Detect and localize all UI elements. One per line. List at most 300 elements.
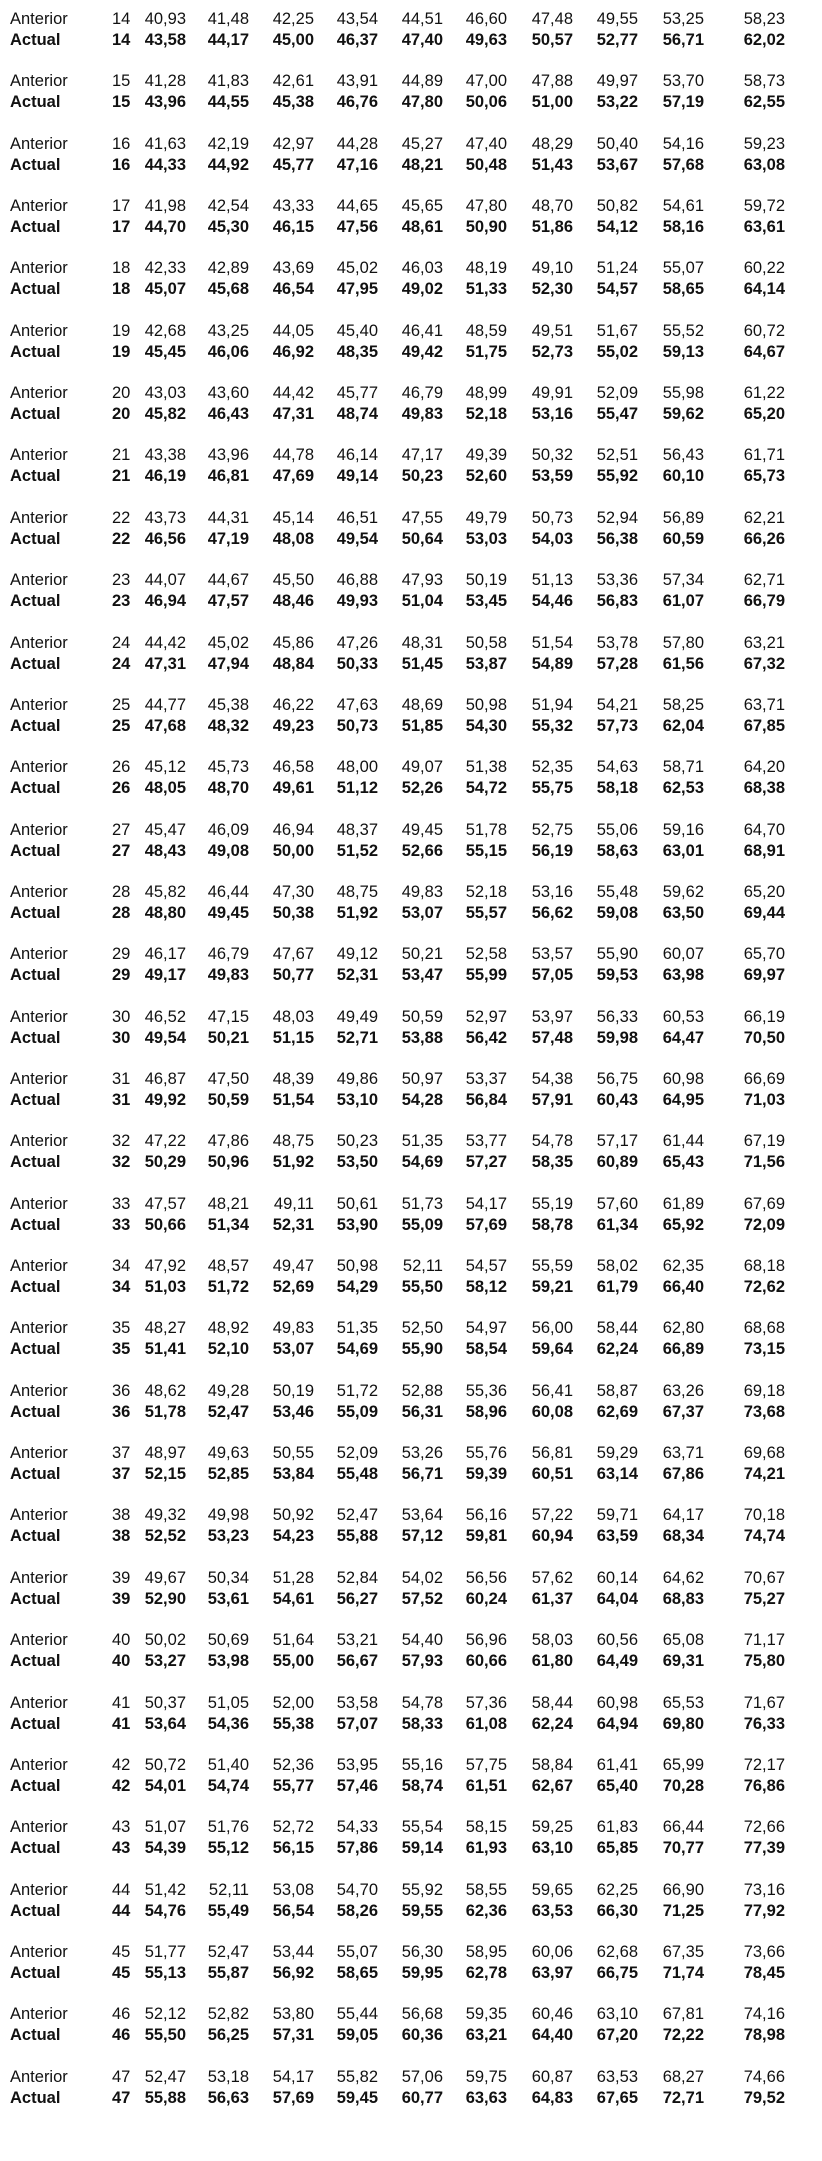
value-cell: 70,18 <box>743 1506 785 1525</box>
row-label: Actual <box>10 280 61 299</box>
value-cell: 57,48 <box>531 1028 573 1047</box>
value-cell: 46,37 <box>336 31 378 49</box>
value-cell: 55,87 <box>207 1963 249 1982</box>
value-cell: 59,08 <box>596 903 638 922</box>
value-cell: 65,40 <box>596 1776 638 1795</box>
value-cell: 45,14 <box>272 508 314 527</box>
value-cell: 50,06 <box>465 93 507 112</box>
row-label: Anterior <box>10 321 68 340</box>
value-cell: 60,22 <box>743 259 785 278</box>
value-cell: 46,52 <box>144 1007 186 1026</box>
row-actual <box>0 1650 822 1672</box>
value-cell: 52,47 <box>336 1506 378 1525</box>
value-cell: 53,58 <box>336 1693 378 1712</box>
value-cell: 63,10 <box>531 1839 573 1858</box>
value-cell: 44,78 <box>272 446 314 465</box>
value-cell: 69,68 <box>743 1444 785 1462</box>
value-cell: 47,80 <box>401 93 443 112</box>
row-number: 39 <box>112 1568 131 1587</box>
value-cell: 53,27 <box>144 1652 186 1671</box>
value-cell: 55,59 <box>531 1257 573 1275</box>
value-cell: 53,98 <box>207 1652 249 1671</box>
row-number: 18 <box>112 259 131 278</box>
row-label: Actual <box>10 31 61 49</box>
value-cell: 49,93 <box>336 592 378 611</box>
row-actual <box>0 1089 822 1111</box>
value-cell: 45,12 <box>144 758 186 777</box>
value-cell: 47,93 <box>401 571 443 590</box>
value-cell: 52,69 <box>272 1278 314 1296</box>
value-cell: 57,05 <box>531 966 573 985</box>
value-cell: 57,31 <box>272 2026 314 2045</box>
row-number: 47 <box>112 2088 131 2107</box>
row-anterior <box>0 2066 822 2088</box>
value-cell: 48,35 <box>336 342 378 361</box>
row-number: 43 <box>112 1818 131 1837</box>
value-cell: 52,82 <box>207 2005 249 2024</box>
row-anterior <box>0 1816 822 1838</box>
value-cell: 46,17 <box>144 945 186 964</box>
value-cell: 58,44 <box>596 1319 638 1338</box>
row-label: Anterior <box>10 72 68 91</box>
value-cell: 47,00 <box>465 72 507 91</box>
value-cell: 64,04 <box>596 1589 638 1608</box>
value-cell: 55,52 <box>662 321 704 340</box>
row-label: Anterior <box>10 1132 68 1151</box>
value-cell: 50,59 <box>207 1091 249 1109</box>
row-actual <box>0 465 822 487</box>
row-number: 21 <box>112 446 131 465</box>
value-cell: 47,40 <box>401 31 443 49</box>
value-cell: 48,21 <box>401 155 443 174</box>
value-cell: 49,83 <box>401 882 443 901</box>
value-cell: 59,55 <box>401 1901 443 1920</box>
row-number: 44 <box>112 1901 131 1920</box>
value-cell: 40,93 <box>144 10 186 28</box>
row-label: Anterior <box>10 2067 68 2086</box>
value-cell: 64,20 <box>743 758 785 777</box>
value-cell: 55,82 <box>336 2067 378 2086</box>
value-cell: 45,30 <box>207 218 249 237</box>
value-cell: 48,31 <box>401 633 443 652</box>
value-cell: 42,89 <box>207 259 249 278</box>
value-cell: 66,26 <box>743 529 785 548</box>
value-cell: 57,62 <box>531 1568 573 1587</box>
value-cell: 56,25 <box>207 2026 249 2045</box>
value-cell: 50,55 <box>272 1444 314 1462</box>
value-cell: 71,74 <box>662 1963 704 1982</box>
value-cell: 54,28 <box>401 1091 443 1109</box>
value-cell: 59,98 <box>596 1028 638 1047</box>
row-anterior <box>0 1879 822 1901</box>
value-cell: 53,78 <box>596 633 638 652</box>
row-label: Actual <box>10 1091 61 1109</box>
value-cell: 44,33 <box>144 155 186 174</box>
value-cell: 59,21 <box>531 1278 573 1296</box>
value-cell: 50,82 <box>596 197 638 216</box>
value-cell: 52,50 <box>401 1319 443 1338</box>
row-anterior <box>0 133 822 155</box>
value-cell: 59,45 <box>336 2088 378 2107</box>
value-cell: 72,62 <box>743 1278 785 1296</box>
value-cell: 55,57 <box>465 903 507 922</box>
value-cell: 75,80 <box>743 1652 785 1671</box>
value-cell: 51,34 <box>207 1215 249 1234</box>
value-cell: 42,97 <box>272 134 314 153</box>
value-cell: 62,71 <box>743 571 785 590</box>
value-cell: 44,65 <box>336 197 378 216</box>
value-cell: 52,88 <box>401 1381 443 1400</box>
value-cell: 58,02 <box>596 1257 638 1275</box>
value-cell: 64,70 <box>743 820 785 839</box>
value-cell: 63,61 <box>743 218 785 237</box>
value-cell: 56,31 <box>401 1402 443 1421</box>
value-cell: 63,10 <box>596 2005 638 2024</box>
value-cell: 72,66 <box>743 1818 785 1837</box>
row-number: 34 <box>112 1278 131 1296</box>
value-cell: 61,80 <box>531 1652 573 1671</box>
value-cell: 51,41 <box>144 1340 186 1359</box>
row-number: 20 <box>112 384 131 403</box>
value-cell: 66,30 <box>596 1901 638 1920</box>
row-label: Actual <box>10 592 61 611</box>
value-cell: 51,52 <box>336 841 378 860</box>
value-cell: 56,92 <box>272 1963 314 1982</box>
value-cell: 41,63 <box>144 134 186 153</box>
row-number: 23 <box>112 592 131 611</box>
row-actual <box>0 1151 822 1173</box>
value-cell: 57,69 <box>465 1215 507 1234</box>
value-cell: 57,19 <box>662 93 704 112</box>
value-cell: 55,19 <box>531 1194 573 1213</box>
value-cell: 55,54 <box>401 1818 443 1837</box>
row-number: 36 <box>112 1402 131 1421</box>
row-anterior <box>0 1442 822 1464</box>
value-cell: 53,50 <box>336 1153 378 1172</box>
row-label: Anterior <box>10 1194 68 1213</box>
value-cell: 60,72 <box>743 321 785 340</box>
row-number: 26 <box>112 779 131 798</box>
value-cell: 57,93 <box>401 1652 443 1671</box>
row-number: 43 <box>112 1839 131 1858</box>
value-cell: 46,09 <box>207 820 249 839</box>
value-cell: 53,80 <box>272 2005 314 2024</box>
value-cell: 54,97 <box>465 1319 507 1338</box>
row-label: Anterior <box>10 1070 68 1088</box>
value-cell: 57,46 <box>336 1776 378 1795</box>
value-cell: 59,35 <box>465 2005 507 2024</box>
value-cell: 57,28 <box>596 654 638 673</box>
row-actual <box>0 2087 822 2109</box>
value-cell: 46,41 <box>401 321 443 340</box>
value-cell: 51,43 <box>531 155 573 174</box>
value-cell: 65,20 <box>743 882 785 901</box>
value-cell: 53,90 <box>336 1215 378 1234</box>
row-number: 42 <box>112 1776 131 1795</box>
row-actual <box>0 1962 822 1984</box>
value-cell: 66,44 <box>662 1818 704 1837</box>
value-cell: 47,26 <box>336 633 378 652</box>
value-cell: 63,14 <box>596 1465 638 1483</box>
value-cell: 62,02 <box>743 31 785 49</box>
row-actual <box>0 341 822 363</box>
row-actual <box>0 653 822 675</box>
row-label: Anterior <box>10 508 68 527</box>
value-cell: 60,51 <box>531 1465 573 1483</box>
value-cell: 58,73 <box>743 72 785 91</box>
value-cell: 48,32 <box>207 716 249 735</box>
value-cell: 46,88 <box>336 571 378 590</box>
row-number: 38 <box>112 1527 131 1546</box>
value-cell: 59,53 <box>596 966 638 985</box>
value-cell: 47,95 <box>336 280 378 299</box>
value-cell: 60,24 <box>465 1589 507 1608</box>
value-cell: 47,67 <box>272 945 314 964</box>
value-cell: 51,86 <box>531 218 573 237</box>
value-cell: 61,56 <box>662 654 704 673</box>
value-cell: 48,59 <box>465 321 507 340</box>
row-label: Anterior <box>10 384 68 403</box>
row-number: 23 <box>112 571 131 590</box>
value-cell: 70,50 <box>743 1028 785 1047</box>
value-cell: 51,40 <box>207 1755 249 1774</box>
value-cell: 56,19 <box>531 841 573 860</box>
value-cell: 54,36 <box>207 1714 249 1733</box>
value-cell: 50,73 <box>531 508 573 527</box>
value-cell: 58,23 <box>743 10 785 28</box>
value-cell: 60,53 <box>662 1007 704 1026</box>
value-cell: 54,78 <box>531 1132 573 1151</box>
value-cell: 50,61 <box>336 1194 378 1213</box>
value-cell: 54,02 <box>401 1568 443 1587</box>
value-cell: 57,06 <box>401 2067 443 2086</box>
value-cell: 53,45 <box>465 592 507 611</box>
value-cell: 50,32 <box>531 446 573 465</box>
value-cell: 49,08 <box>207 841 249 860</box>
value-cell: 52,12 <box>144 2005 186 2024</box>
value-cell: 47,22 <box>144 1132 186 1151</box>
row-label: Actual <box>10 1153 61 1172</box>
value-cell: 62,04 <box>662 716 704 735</box>
value-cell: 56,41 <box>531 1381 573 1400</box>
value-cell: 47,69 <box>272 467 314 486</box>
value-cell: 56,30 <box>401 1942 443 1961</box>
value-cell: 46,44 <box>207 882 249 901</box>
value-cell: 58,54 <box>465 1340 507 1359</box>
value-cell: 52,31 <box>272 1215 314 1234</box>
value-cell: 53,36 <box>596 571 638 590</box>
value-cell: 54,69 <box>336 1340 378 1359</box>
row-label: Actual <box>10 1028 61 1047</box>
value-cell: 51,05 <box>207 1693 249 1712</box>
value-cell: 55,75 <box>531 779 573 798</box>
value-cell: 67,65 <box>596 2088 638 2107</box>
value-cell: 47,86 <box>207 1132 249 1151</box>
value-cell: 65,53 <box>662 1693 704 1712</box>
value-cell: 54,17 <box>465 1194 507 1213</box>
value-cell: 49,83 <box>401 405 443 424</box>
value-cell: 50,57 <box>531 31 573 49</box>
value-cell: 43,03 <box>144 384 186 403</box>
value-cell: 51,15 <box>272 1028 314 1047</box>
value-cell: 57,17 <box>596 1132 638 1151</box>
row-label: Actual <box>10 1776 61 1795</box>
value-cell: 62,55 <box>743 93 785 112</box>
value-cell: 54,40 <box>401 1631 443 1650</box>
row-number: 36 <box>112 1381 131 1400</box>
row-number: 46 <box>112 2005 131 2024</box>
row-actual <box>0 528 822 550</box>
value-cell: 50,64 <box>401 529 443 548</box>
value-cell: 46,56 <box>144 529 186 548</box>
row-actual <box>0 1588 822 1610</box>
value-cell: 52,18 <box>465 405 507 424</box>
value-cell: 66,79 <box>743 592 785 611</box>
value-cell: 57,27 <box>465 1153 507 1172</box>
row-label: Actual <box>10 1402 61 1421</box>
row-label: Actual <box>10 1714 61 1733</box>
value-cell: 47,48 <box>531 10 573 28</box>
row-actual <box>0 590 822 612</box>
value-cell: 41,28 <box>144 72 186 91</box>
value-cell: 62,35 <box>662 1257 704 1275</box>
value-cell: 62,24 <box>531 1714 573 1733</box>
value-cell: 46,81 <box>207 467 249 486</box>
value-cell: 48,05 <box>144 779 186 798</box>
row-number: 17 <box>112 197 131 216</box>
value-cell: 73,68 <box>743 1402 785 1421</box>
value-cell: 57,86 <box>336 1839 378 1858</box>
value-cell: 55,15 <box>465 841 507 860</box>
value-cell: 58,26 <box>336 1901 378 1920</box>
value-cell: 64,83 <box>531 2088 573 2107</box>
value-cell: 46,14 <box>336 446 378 465</box>
value-cell: 70,77 <box>662 1839 704 1858</box>
value-cell: 65,08 <box>662 1631 704 1650</box>
value-cell: 49,92 <box>144 1091 186 1109</box>
value-cell: 43,73 <box>144 508 186 527</box>
value-cell: 48,37 <box>336 820 378 839</box>
row-number: 24 <box>112 654 131 673</box>
value-cell: 51,35 <box>336 1319 378 1338</box>
value-cell: 53,95 <box>336 1755 378 1774</box>
value-cell: 46,76 <box>336 93 378 112</box>
value-cell: 55,06 <box>596 820 638 839</box>
value-cell: 49,63 <box>207 1444 249 1462</box>
value-cell: 55,88 <box>144 2088 186 2107</box>
value-cell: 59,13 <box>662 342 704 361</box>
value-cell: 53,07 <box>401 903 443 922</box>
value-cell: 48,00 <box>336 758 378 777</box>
row-actual <box>0 1713 822 1735</box>
value-cell: 58,15 <box>465 1818 507 1837</box>
value-cell: 52,66 <box>401 841 443 860</box>
value-cell: 45,27 <box>401 134 443 153</box>
value-cell: 59,25 <box>531 1818 573 1837</box>
value-cell: 56,00 <box>531 1319 573 1338</box>
value-cell: 53,70 <box>662 72 704 91</box>
value-cell: 59,39 <box>465 1465 507 1483</box>
value-cell: 52,77 <box>596 31 638 49</box>
value-cell: 52,11 <box>208 1880 249 1899</box>
value-cell: 50,96 <box>207 1153 249 1172</box>
row-label: Anterior <box>10 758 68 777</box>
value-cell: 55,90 <box>596 945 638 964</box>
row-anterior <box>0 632 822 654</box>
value-cell: 54,78 <box>401 1693 443 1712</box>
row-label: Actual <box>10 467 61 486</box>
value-cell: 64,14 <box>743 280 785 299</box>
value-cell: 47,40 <box>465 134 507 153</box>
value-cell: 72,17 <box>743 1755 785 1774</box>
value-cell: 61,93 <box>465 1839 507 1858</box>
value-cell: 51,75 <box>465 342 507 361</box>
value-cell: 45,65 <box>401 197 443 216</box>
value-cell: 56,62 <box>531 903 573 922</box>
value-cell: 53,77 <box>465 1132 507 1151</box>
row-actual <box>0 91 822 113</box>
value-cell: 49,14 <box>336 467 378 486</box>
value-cell: 61,89 <box>662 1194 704 1213</box>
value-cell: 68,27 <box>662 2067 704 2086</box>
value-cell: 63,50 <box>662 903 704 922</box>
value-cell: 59,95 <box>401 1963 443 1982</box>
value-cell: 62,36 <box>465 1901 507 1920</box>
value-cell: 46,15 <box>272 218 314 237</box>
row-number: 31 <box>112 1091 131 1109</box>
value-cell: 47,57 <box>144 1194 186 1213</box>
value-cell: 56,71 <box>401 1465 443 1483</box>
value-cell: 59,81 <box>465 1527 507 1546</box>
value-cell: 49,10 <box>531 259 573 278</box>
value-cell: 49,28 <box>207 1381 249 1400</box>
row-number: 27 <box>112 841 131 860</box>
value-cell: 44,67 <box>207 571 249 590</box>
value-cell: 52,15 <box>144 1465 186 1483</box>
value-cell: 47,16 <box>336 155 378 174</box>
value-cell: 47,80 <box>465 197 507 216</box>
value-cell: 50,72 <box>144 1755 186 1774</box>
value-cell: 52,30 <box>531 280 573 299</box>
value-cell: 55,07 <box>662 259 704 278</box>
value-cell: 74,66 <box>743 2067 785 2086</box>
value-cell: 47,31 <box>144 654 186 673</box>
value-cell: 60,56 <box>596 1631 638 1650</box>
value-cell: 50,97 <box>401 1070 443 1088</box>
value-cell: 51,38 <box>465 758 507 777</box>
row-anterior <box>0 1006 822 1028</box>
row-label: Anterior <box>10 1444 68 1462</box>
value-cell: 50,33 <box>336 654 378 673</box>
value-cell: 65,73 <box>743 467 785 486</box>
value-cell: 56,96 <box>465 1631 507 1650</box>
value-cell: 77,39 <box>743 1839 785 1858</box>
value-cell: 48,69 <box>401 695 443 714</box>
row-label: Actual <box>10 1340 61 1359</box>
row-number: 17 <box>112 218 131 237</box>
value-cell: 41,48 <box>207 10 249 28</box>
value-cell: 64,49 <box>596 1652 638 1671</box>
row-label: Actual <box>10 966 61 985</box>
value-cell: 62,68 <box>596 1942 638 1961</box>
value-cell: 68,38 <box>743 779 785 798</box>
value-cell: 41,98 <box>144 197 186 216</box>
row-label: Actual <box>10 779 61 798</box>
value-cell: 62,21 <box>743 508 785 527</box>
value-cell: 67,20 <box>596 2026 638 2045</box>
value-cell: 78,45 <box>743 1963 785 1982</box>
value-cell: 49,86 <box>336 1070 378 1088</box>
